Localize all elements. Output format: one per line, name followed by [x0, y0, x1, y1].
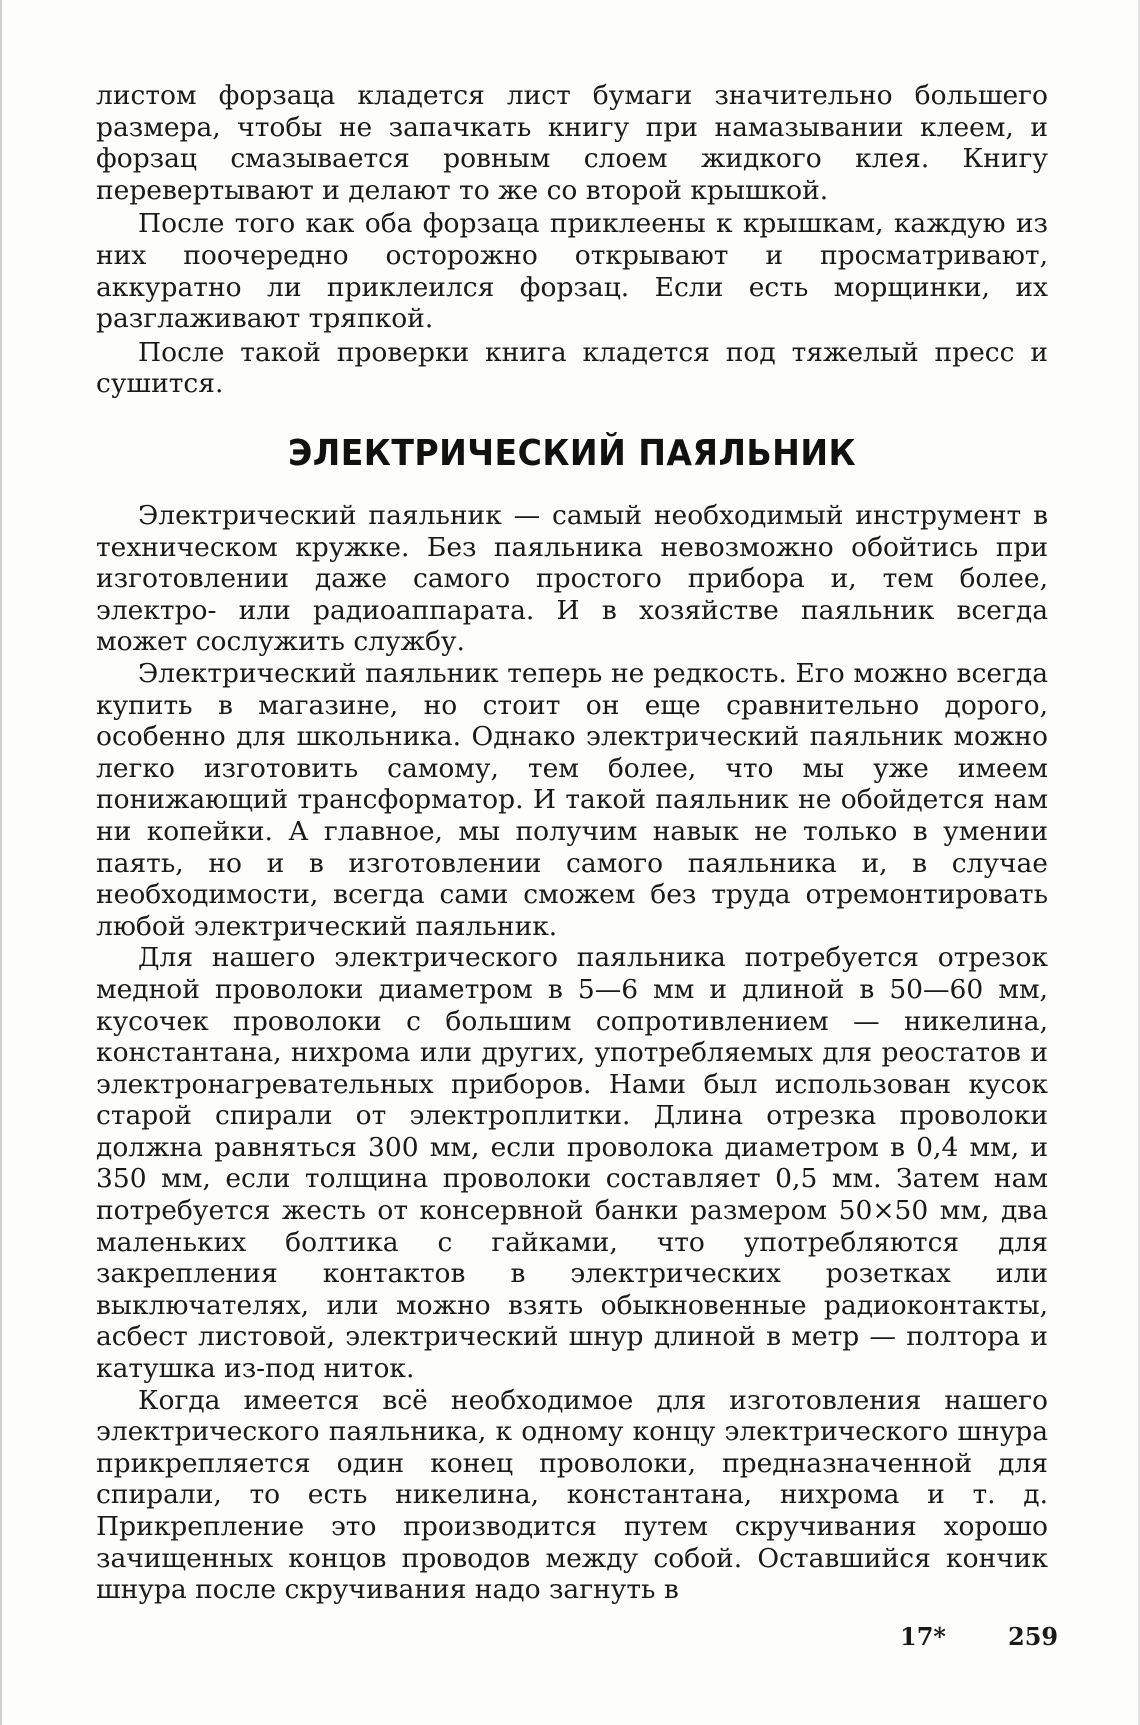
- upper-text-block: [96, 80, 1048, 400]
- paragraph-rarity: Электрический паяльник теперь не редкость. Его можно всегда купить в магазине, но стоит он еще сравнительно дорого, особенно для школьника. Однако электрический паяльник можно легко изготовить самому, тем более, что мы уже имеем понижающий трансформатор. И такой паяльник не обойдется нам ни копейки. А главное, мы получим навык не только в умении паять, но и в изготовлении самого паяльника и, в случае необходимости, всегда сами сможем без труда отремонтировать любой электрический паяльник.: [96, 657, 1048, 942]
- page-footer: [2, 1622, 1140, 1662]
- lower-text-block: [96, 500, 1048, 1606]
- signature-mark: 17*: [900, 1622, 946, 1651]
- paragraph-intro: Электрический паяльник — самый необходимый инструмент в техническом кружке. Без паяльника невозможно обойтись при изготовлении даже самого простого прибора и, тем более, электро- или радиоаппарата. И в хозяйстве паяльник всегда может сослужить службу.: [96, 500, 1048, 658]
- paragraph-press: После такой проверки книга кладется под тяжелый пресс и сушится.: [96, 336, 1048, 400]
- paragraph-continuation: листом форзаца кладется лист бумаги значительно большего размера, чтобы не запачкать книгу при намазывании клеем, и форзац смазывается ровным слоем жидкого клея. Книгу перевертывают и делают то же со второй крышкой.: [96, 80, 1048, 206]
- paragraph-materials: Для нашего электрического паяльника потребуется отрезок медной проволоки диаметром в 5—6 мм и длиной в 50—60 мм, кусочек проволоки с большим сопротивлением — никелина, константана, нихрома или других, употребляемых для реостатов и электронагревательных приборов. Нами был использован кусок старой спирали от электроплитки. Длина отрезка проволоки должна равняться 300 мм, если проволока диаметром в 0,4 мм, и 350 мм, если толщина проволоки составляет 0,5 мм. Затем нам потребуется жесть от консервной банки размером 50×50 мм, два маленьких болтика с гайками, что употребляются для закрепления контактов в электрических розетках или выключателях, или можно взять обыкновенные радиоконтакты, асбест листовой, электрический шнур длиной в метр — полтора и катушка из-под ниток.: [96, 942, 1048, 1385]
- paragraph-assembly: Когда имеется всё необходимое для изготовления нашего электрического паяльника, к одному концу электрического шнура прикрепляется один конец проволоки, предназначенной для спирали, то есть никелина, константана, нихрома и т. д. Прикрепление это производится путем скручивания хорошо зачищенных концов проводов между собой. Оставшийся кончик шнура после скручивания надо загнуть в: [96, 1384, 1048, 1606]
- section-title: ЭЛЕКТРИЧЕСКИЙ ПАЯЛЬНИК: [287, 433, 857, 474]
- paragraph-forzats-check: После того как оба форзаца приклеены к крышкам, каждую из них поочередно осторожно открывают и просматривают, аккуратно ли приклеился форзац. Если есть морщинки, их разглаживают тряпкой.: [96, 208, 1048, 335]
- page-number: 259: [1008, 1622, 1059, 1651]
